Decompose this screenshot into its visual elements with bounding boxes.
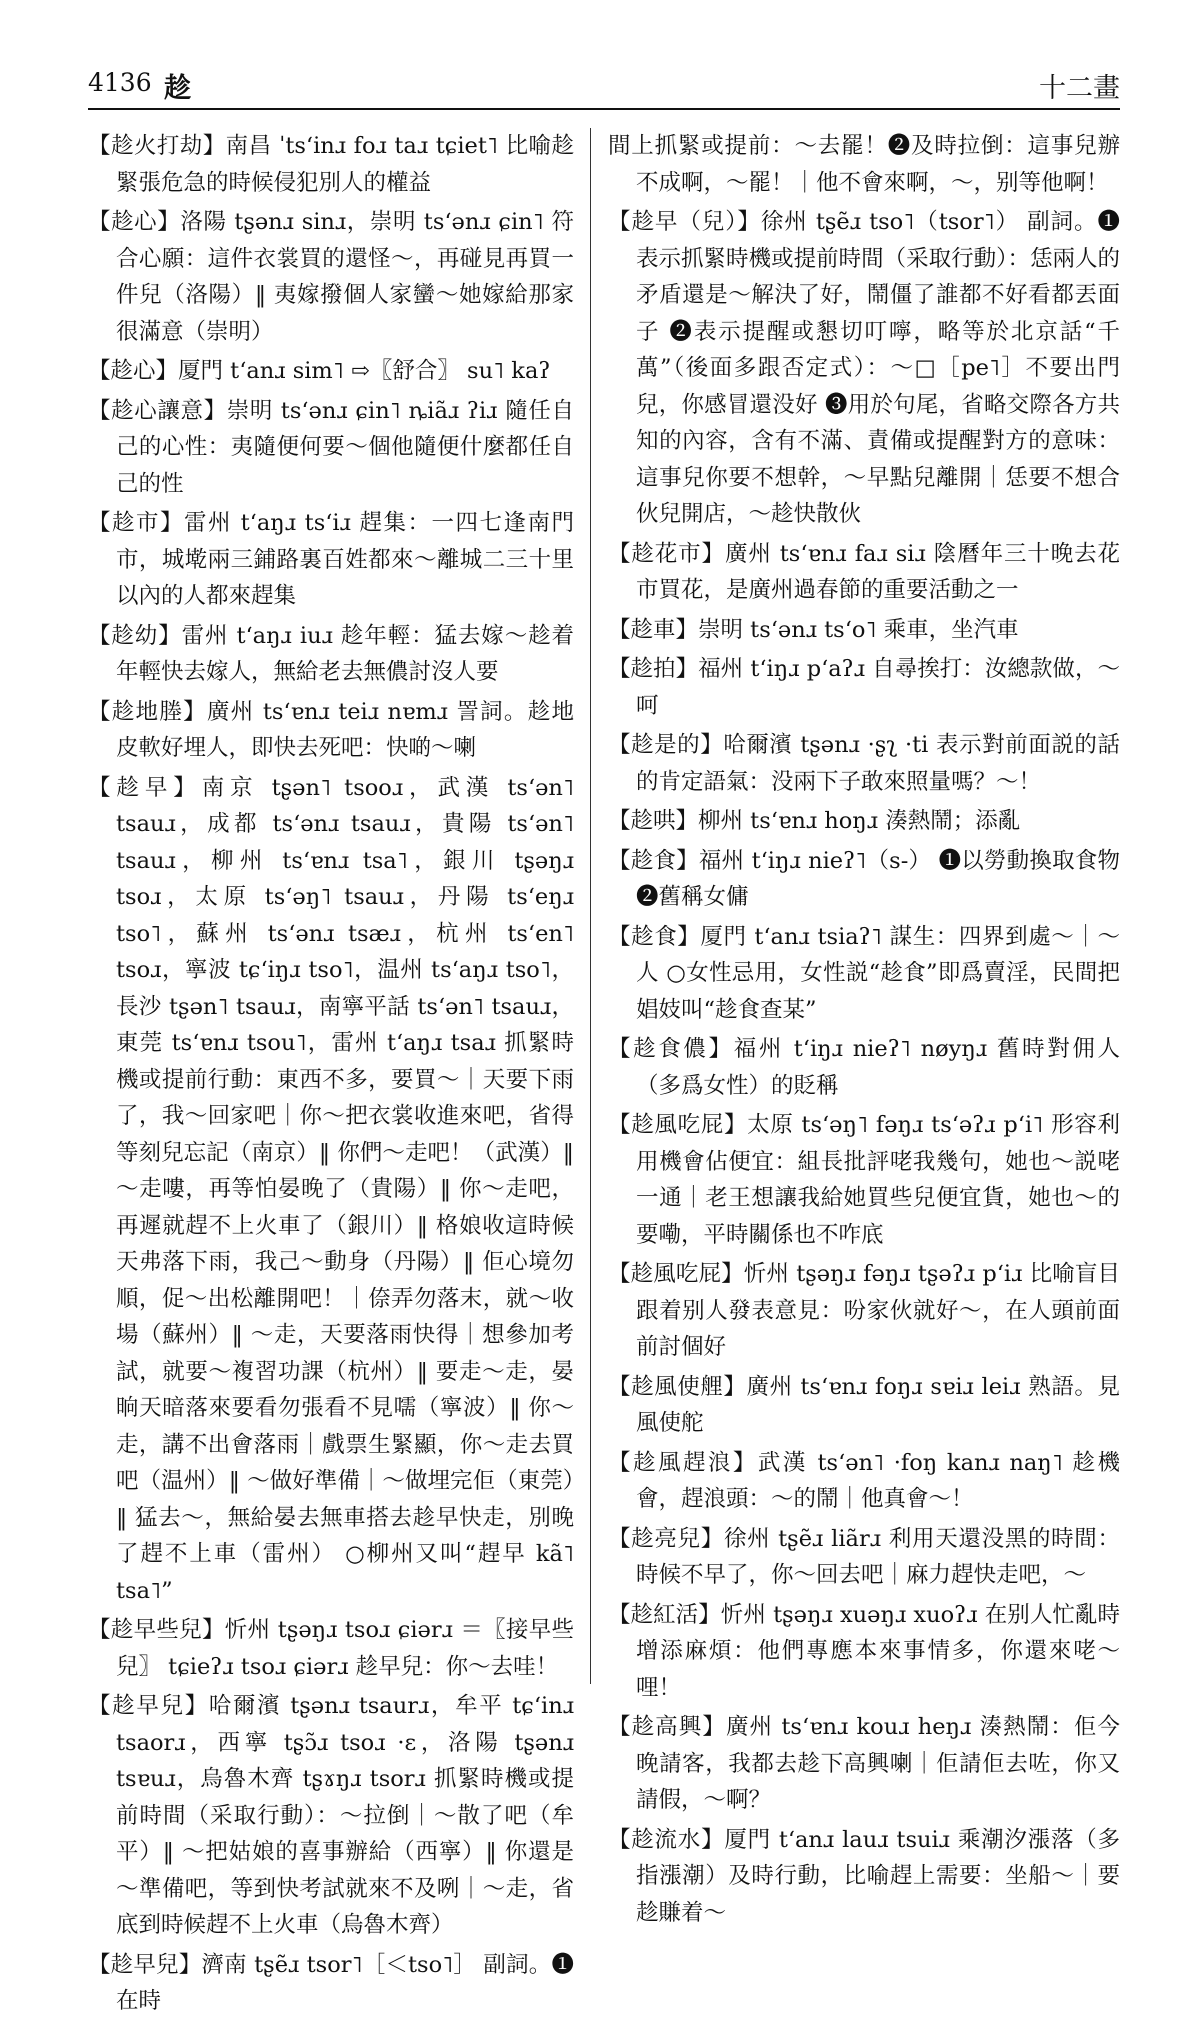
entry-headword: 【趁拍】	[608, 656, 699, 682]
entry-text: 福州 tʻiŋɹ nieʔ˥ nøyŋɹ 舊時對佣人（多爲女性）的貶稱	[636, 1036, 1120, 1099]
entry-text: 哈爾濱 tʂənɹ ·ʂʅ ·ti 表示對前面説的話的肯定語氣：没兩下子敢來照量嗎？～！	[636, 732, 1120, 795]
entry-text: 間上抓緊或提前：～去罷！❷及時拉倒：這事兒辦不成啊，～罷！｜他不會來啊，～，别等他啊！	[608, 133, 1120, 196]
entry-text: 厦門 tʻanɹ lauɹ tsuiɹ 乘潮汐漲落（多指漲潮）及時行動，比喻趕上需要：坐船～｜要趁賺着～	[636, 1826, 1120, 1926]
entry-headword: 【趁車】	[608, 616, 699, 643]
entry-headword: 【趁食】	[608, 923, 701, 950]
entry	[608, 1445, 1120, 1518]
entry-headword: 【趁早（兒）】	[608, 209, 761, 235]
entry	[608, 1369, 1120, 1442]
left-column	[88, 128, 574, 2014]
entry-text: 忻州 tʂəŋɹ fəŋɹ tʂəʔɹ pʻiɹ 比喻盲目跟着别人發表意見：吩家伙就好～，在人頭前面前討個好	[636, 1261, 1120, 1360]
entry-text: 雷州 tʻaŋɹ tsʻiɹ 趕集：一四七逢南門市，城墘兩三鋪路裏百姓都來～離城二三十里以內的人都來趕集	[116, 510, 574, 609]
entry-headword: 【趁是的】	[608, 732, 724, 758]
entry-text: 崇明 tsʻənɹ tsʻo˥ 乘車，坐汽車	[698, 616, 1019, 643]
column-divider	[590, 128, 591, 1684]
entry	[88, 1688, 574, 1944]
entry-text: 南京 tʂən˥ tsooɹ，武漢 tsʻən˥ tsauɹ，成都 tsʻənɹ tsauɹ，貴陽 tsʻən˥ tsauɹ，柳州 tsʻɐnɹ tsa˥，銀川 tʂəŋɹ tsoɹ，太原 tsʻəŋ˥ tsauɹ，丹陽 tsʻeŋɹ tso˥，蘇州 tsʻənɹ tsæɹ，杭州 tsʻen˥ tsoɹ，寧波 tɕʻiŋɹ tso˥，温州 tsʻaŋɹ tso˥，長沙 tʂən˥ tsauɹ，南寧平話 tsʻən˥ tsauɹ，東莞 tsʻɐnɹ tsou˥，雷州 tʻaŋɹ tsaɹ 抓緊時機或提前行動：東西不多，要買～｜天要下雨了，我～回家吧｜你～把衣裳收進來吧，省得等刻兒忘記（南京）‖ 你們～走吧！（武漢）‖ ～走嘍，再等怕晏晚了（貴陽）‖ 你～走吧，再遲就趕不上火車了（銀川）‖ 格娘收這時候天弗落下雨，我己～動身（丹陽）‖ 佢心境勿順，促～出松離開吧！｜倷弄勿落末，就～收場（蘇州）‖ ～走，天要落雨快得｜想參加考試，就要～複習功課（杭州）‖ 要走～走，晏晌天暗落來要看勿張看不見嚅（寧波）‖ 你～走，講不出會落雨｜戲票生緊顯，你～走去買吧（温州）‖ ～做好準備｜～做埋完佢（東莞）‖ 猛去～，無給晏去無車搭去趁早快走，別晚了趕不上車（雷州） ○柳州又叫“趕早 kã˥ tsa˥”	[116, 774, 574, 1604]
entry	[88, 1612, 574, 1685]
entry-text: 雷州 tʻaŋɹ iuɹ 趁年輕：猛去嫁～趁着年輕快去嫁人，無給老去無儂討沒人要	[116, 622, 574, 685]
entry	[608, 1107, 1120, 1253]
entry	[608, 1256, 1120, 1366]
entry-headword: 【趁早兒】	[88, 1951, 202, 1978]
entry	[608, 612, 1120, 649]
entry-text: 濟南 tʂẽɹ tsor˥［＜tso˥］ 副詞。❶在時	[116, 1951, 574, 2014]
entry-headword: 【趁火打劫】	[88, 133, 226, 159]
entry	[608, 1822, 1120, 1932]
entry-headword: 【趁風使艃】	[608, 1373, 747, 1400]
entry	[608, 1031, 1120, 1104]
entry-text: 忻州 tʂəŋɹ xuəŋɹ xuoʔɹ 在别人忙亂時增添麻煩：他們專應本來事情多，你還來咾～哩！	[636, 1601, 1120, 1701]
entry	[608, 919, 1120, 1029]
entry-headword: 【趁早兒】	[88, 1693, 209, 1719]
entry-text: 柳州 tsʻɐnɹ hoŋɹ 湊熱鬧；添亂	[698, 808, 1021, 834]
entry	[88, 353, 574, 390]
page-number: 4136	[88, 68, 152, 97]
entry	[88, 770, 574, 1610]
entry	[608, 727, 1120, 800]
entry	[88, 694, 574, 767]
entry-text: 徐州 tʂẽɹ tso˥（tsor˥） 副詞。❶表示抓緊時機或提前時間（采取行動）：恁兩人的矛盾還是～解決了好，鬧僵了誰都不好看都丟面子 ❷表示提醒或懇切叮嚀，略等於北京話“千萬”（後面多跟否定式）：～□［pe˥］不要出門兒，你感冒還没好 ❸用於句尾，省略交際各方共知的內容，含有不滿、責備或提醒對方的意味：這事兒你要不想幹，～早點兒離開｜恁要不想合伙兒開店，～趁快散伙	[636, 209, 1120, 527]
entry-text: 崇明 tsʻənɹ ɕin˥ ȵiãɹ ʔiɹ 隨任自己的心性：夷隨便何要～個他隨便什麼都任自己的性	[116, 397, 574, 497]
entry-headword: 【趁風吃屁】	[608, 1261, 744, 1287]
entry	[608, 204, 1120, 533]
entry-text: 厦門 tʻanɹ tsiaʔ˥ 謀生：四界到處～｜～人 ○女性忌用，女性説“趁食”即爲賣淫，民間把娼妓叫“趁食查某”	[636, 923, 1120, 1023]
entry-headword: 【趁食】	[608, 847, 699, 874]
entry-headword: 【趁食儂】	[608, 1036, 734, 1062]
entry-continuation	[608, 128, 1120, 201]
entry-headword: 【趁風吃屁】	[608, 1112, 748, 1138]
entry-text: 武漢 tsʻən˥ ·foŋ kanɹ naŋ˥ 趁機會，趕浪頭：～的鬧｜他真會～！	[636, 1449, 1120, 1512]
entry	[88, 393, 574, 503]
entry-text: 哈爾濱 tʂənɹ tsaurɹ，牟平 tɕʻinɹ tsaorɹ，西寧 tʂɔ̃ɹ tsoɹ ·ɛ，洛陽 tʂənɹ tsɐuɹ，烏魯木齊 tʂɤŋɹ tsorɹ 抓緊時機或提前時間（采取行動）：～拉倒｜～散了吧（牟平）‖ ～把姑娘的喜事辦給（西寧）‖ 你還是～準備吧，等到快考試就來不及咧｜～走，省底到時候趕不上火車（烏魯木齊）	[116, 1693, 574, 1938]
entry	[608, 1597, 1120, 1707]
entry-text: 太原 tsʻəŋ˥ fəŋɹ tsʻəʔɹ pʻi˥ 形容利用機會佔便宜：組長批評咾我幾句，她也～説咾一通｜老王想讓我給她買些兒便宜貨，她也～的要嘞，平時關係也不咋底	[636, 1112, 1120, 1248]
entry	[88, 204, 574, 350]
entry-text: 廣州 tsʻɐnɹ kouɹ heŋɹ 湊熱鬧：佢今晚請客，我都去趁下高興喇｜佢請佢去咗，你又請假，～啊？	[636, 1714, 1120, 1813]
entry	[608, 843, 1120, 916]
entry-text: 廣州 tsʻɐnɹ teiɹ nɐmɹ 詈詞。趁地皮軟好埋人，即快去死吧：快啲～喇	[116, 698, 574, 761]
entry-headword: 【趁市】	[88, 510, 184, 536]
page-header	[88, 58, 1120, 110]
entry	[608, 1709, 1120, 1819]
entry-text: 南昌 ˈtsʻinɹ foɹ taɹ tɕiet˥ 比喻趁緊張危急的時候侵犯別人的權益	[116, 133, 574, 196]
entry-headword: 【趁風趕浪】	[608, 1449, 758, 1476]
entry-headword: 【趁心】	[88, 358, 179, 384]
entry	[608, 536, 1120, 609]
entry-headword: 【趁心】	[88, 209, 181, 235]
entry-headword: 【趁流水】	[608, 1826, 725, 1853]
right-column	[608, 128, 1120, 1926]
entry-text: 徐州 tʂẽɹ liãrɹ 利用天還没黑的時間：時候不早了，你～回去吧｜麻力趕快走吧，～	[636, 1525, 1120, 1588]
entry-text: 福州 tʻiŋɹ pʻaʔɹ 自尋挨打：汝總款做，～呵	[636, 656, 1120, 719]
entry-headword: 【趁地塍】	[88, 698, 207, 725]
entry-text: 忻州 tʂəŋɹ tsoɹ ɕiərɹ ＝〖接早些兒〗 tɕieʔɹ tsoɹ ɕiərɹ 趁早兒：你～去哇！	[116, 1617, 574, 1680]
entry-headword: 【趁亮兒】	[608, 1525, 724, 1552]
stroke-section-label: 十二畫	[1039, 73, 1120, 104]
entry	[608, 803, 1120, 840]
entry-headword: 【趁早些兒】	[88, 1617, 225, 1643]
entry-text: 廣州 tsʻɐnɹ faɹ siɹ 陰曆年三十晚去花市買花，是廣州過春節的重要活動之一	[636, 540, 1120, 603]
entry-headword: 【趁花市】	[608, 540, 725, 567]
entry	[608, 1521, 1120, 1594]
entry-text: 福州 tʻiŋɹ nieʔ˥（s-） ❶以勞動換取食物 ❷舊稱女傭	[636, 847, 1120, 910]
entry-text: 廣州 tsʻɐnɹ foŋɹ sɐiɹ leiɹ 熟語。見風使舵	[636, 1373, 1120, 1436]
entry-headword: 【趁哄】	[608, 808, 699, 834]
entry	[88, 618, 574, 691]
entry	[608, 651, 1120, 724]
running-headword: 趁	[164, 73, 191, 104]
entry-headword: 【趁早】	[88, 774, 202, 801]
entry	[88, 128, 574, 201]
entry	[88, 505, 574, 615]
entry-headword: 【趁幼】	[88, 622, 182, 649]
entry-headword: 【趁心讓意】	[88, 397, 227, 424]
entry-text: 厦門 tʻanɹ sim˥ ⇨〖舒合〗 su˥ kaʔ	[178, 358, 551, 384]
entry-headword: 【趁高興】	[608, 1714, 726, 1740]
entry	[88, 1947, 574, 2020]
entry-headword: 【趁紅活】	[608, 1601, 721, 1628]
entry-text: 洛陽 tʂənɹ sinɹ，崇明 tsʻənɹ ɕin˥ 符合心願：這件衣裳買的還怪～，再碰見再買一件兒（洛陽）‖ 夷嫁撥個人家蠻～她嫁給那家很滿意（崇明）	[116, 209, 574, 345]
